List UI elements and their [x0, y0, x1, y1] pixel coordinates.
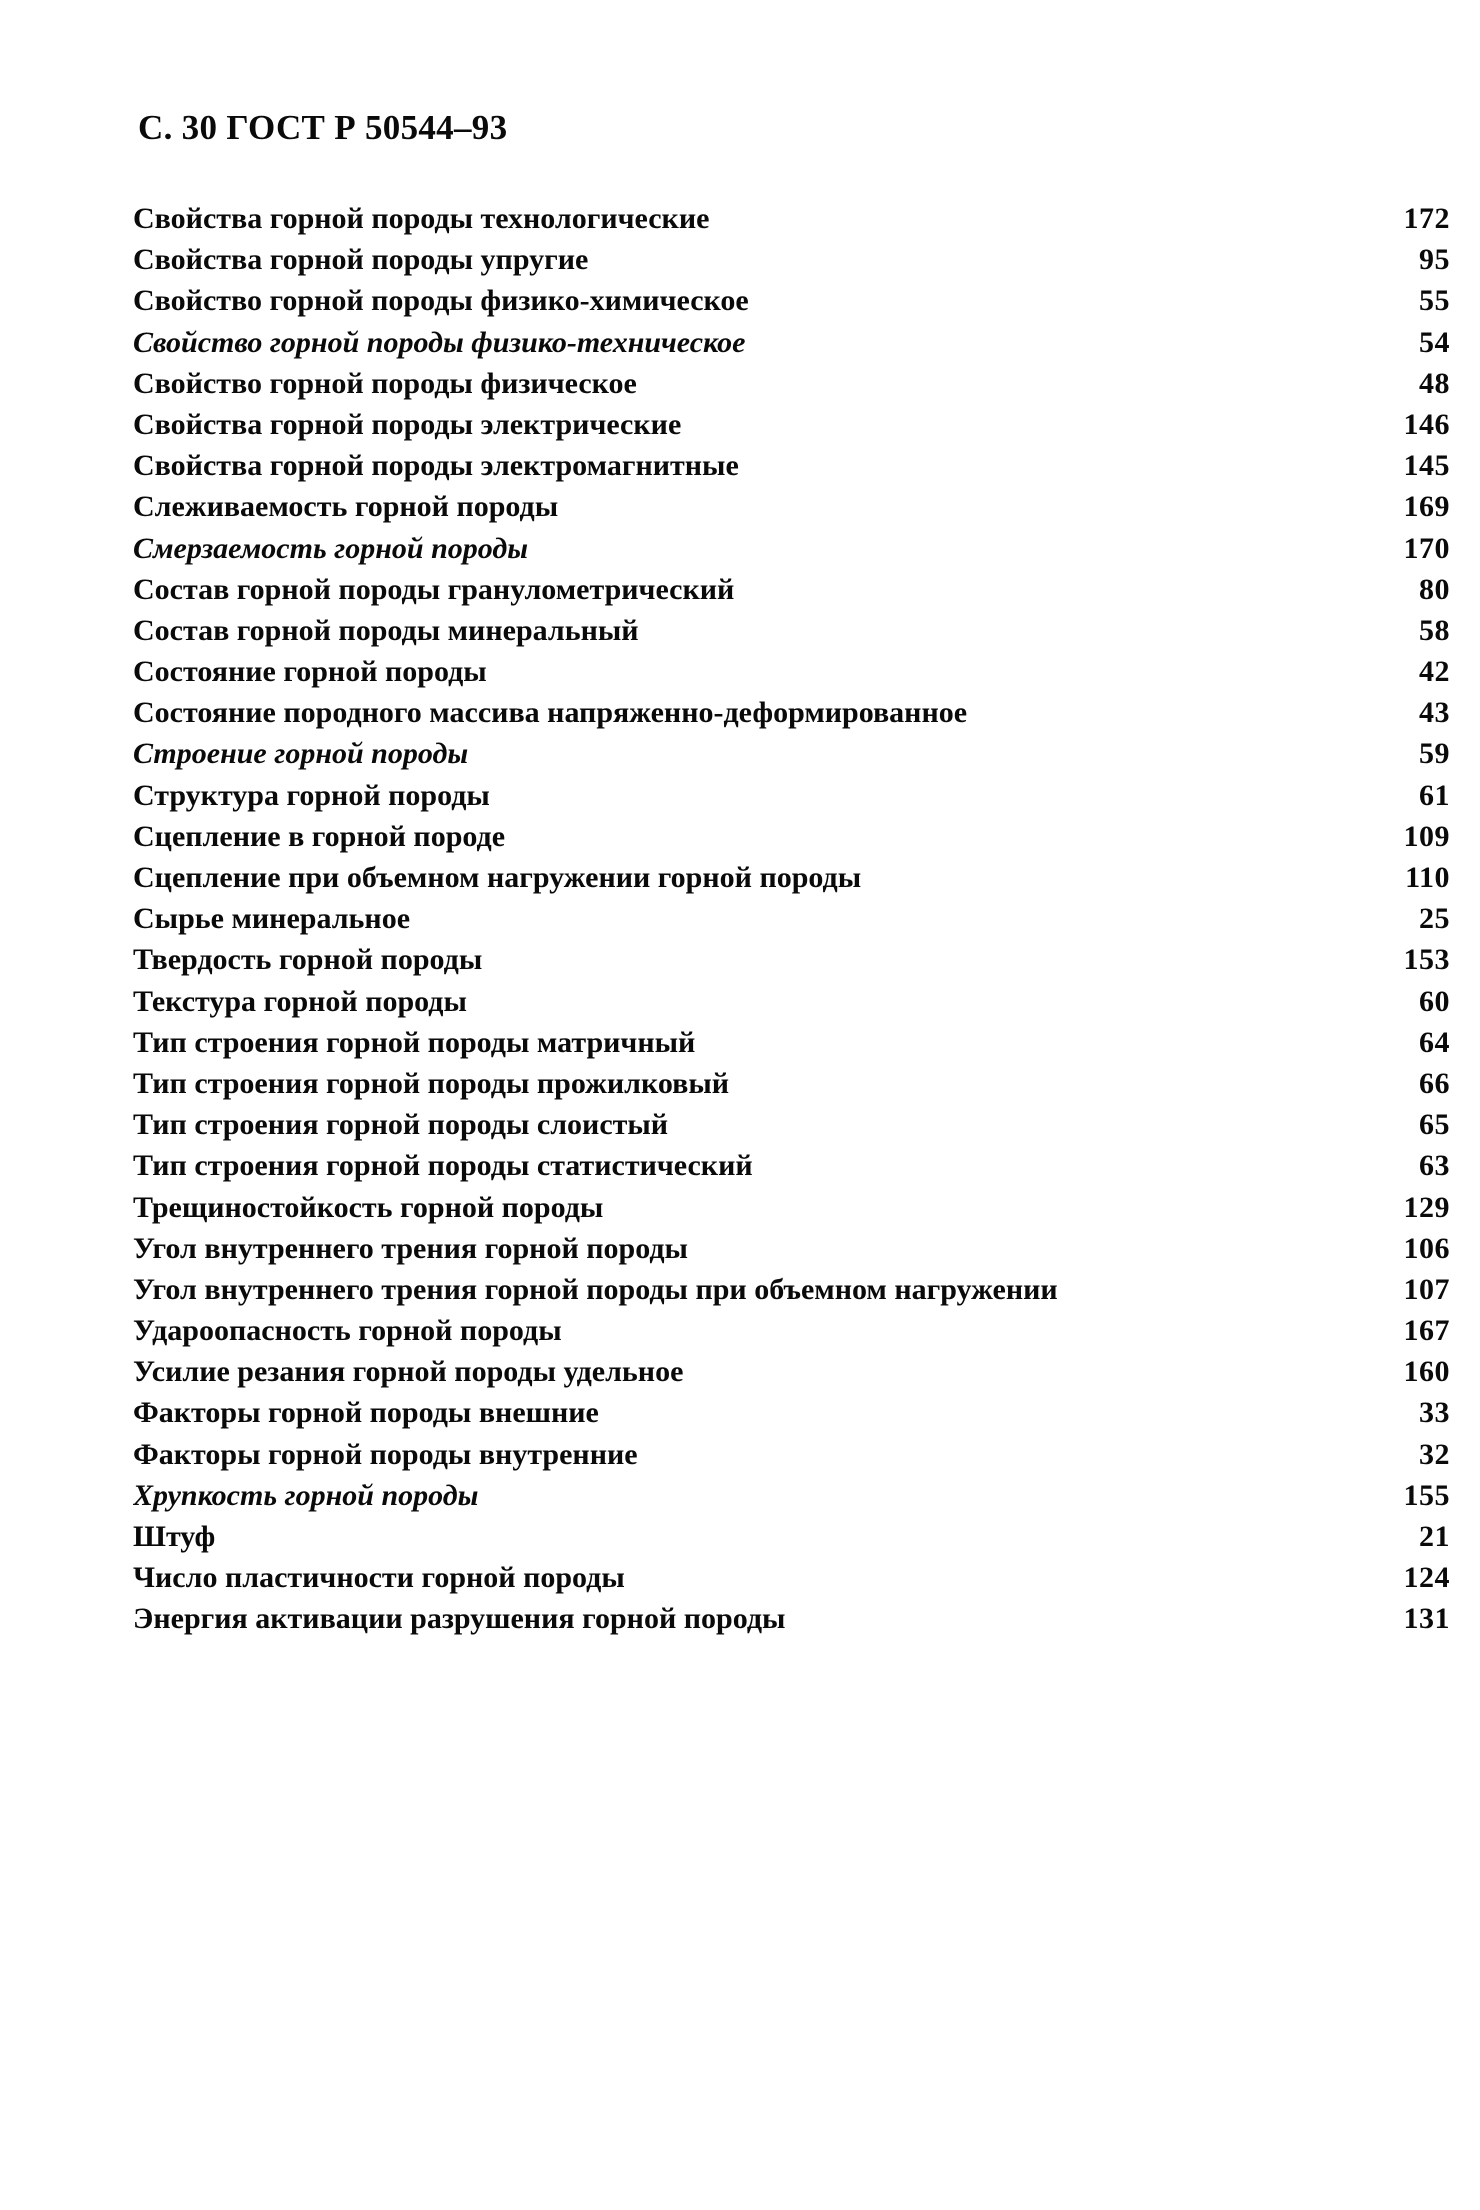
index-term: Тип строения горной породы статистический	[133, 1149, 753, 1183]
index-entry	[133, 939, 1450, 980]
index-term: Твердость горной породы	[133, 943, 483, 977]
index-page-number: 25	[1419, 902, 1450, 936]
index-entry	[133, 651, 1450, 692]
index-entry	[133, 486, 1450, 527]
index-term: Факторы горной породы внутренние	[133, 1437, 638, 1471]
index-entry	[133, 1269, 1450, 1310]
index-entry	[133, 1351, 1450, 1392]
index-term: Сцепление в горной породе	[133, 819, 506, 853]
index-term: Состав горной породы минеральный	[133, 613, 639, 647]
index-term: Текстура горной породы	[133, 984, 467, 1018]
index-entry	[133, 610, 1450, 651]
index-page-number: 129	[1403, 1190, 1450, 1224]
index-page-number: 155	[1403, 1478, 1450, 1512]
index-page-number: 110	[1405, 861, 1450, 894]
index-entry	[133, 528, 1450, 569]
index-term: Свойство горной породы физико-химическое	[133, 284, 749, 318]
index-term: Свойство горной породы физико-техническое	[133, 325, 746, 359]
index-term: Тип строения горной породы матричный	[133, 1025, 696, 1059]
index-page-number: 66	[1419, 1066, 1450, 1100]
index-page-number: 107	[1403, 1272, 1450, 1306]
index-page-number: 43	[1419, 696, 1450, 730]
index-entry	[133, 1310, 1450, 1351]
index-entry	[133, 981, 1450, 1022]
index-entry	[133, 569, 1450, 610]
index-page-number: 55	[1419, 284, 1450, 318]
index-page-number: 172	[1403, 202, 1450, 235]
index-page-number: 145	[1403, 449, 1450, 483]
index-entry	[133, 1557, 1450, 1598]
index-page-number: 42	[1419, 655, 1450, 689]
index-page-number: 95	[1419, 243, 1450, 277]
index-entry	[133, 733, 1450, 774]
index-page-number: 109	[1403, 819, 1450, 853]
index-term: Число пластичности горной породы	[133, 1561, 625, 1595]
index-term: Состояние горной породы	[133, 655, 487, 689]
index-term: Свойства горной породы электромагнитные	[133, 449, 739, 483]
page-header: С. 30 ГОСТ Р 50544–93	[138, 108, 508, 147]
index-term: Строение горной породы	[133, 737, 469, 771]
index-page-number: 64	[1419, 1025, 1450, 1059]
index-entry	[133, 775, 1450, 816]
index-term: Факторы горной породы внешние	[133, 1396, 599, 1430]
index-term: Сырье минеральное	[133, 902, 411, 936]
index-term: Тип строения горной породы слоистый	[133, 1108, 669, 1142]
index-term: Свойство горной породы физическое	[133, 366, 637, 400]
index-entry	[133, 280, 1450, 321]
index-term: Состояние породного массива напряженно-деформированное	[133, 696, 968, 730]
term-index-list	[133, 198, 1450, 1640]
index-term: Угол внутреннего трения горной породы при объемном нагружении	[133, 1272, 1058, 1306]
index-page-number: 32	[1419, 1437, 1450, 1471]
index-term: Состав горной породы гранулометрический	[133, 572, 735, 606]
index-term: Угол внутреннего трения горной породы	[133, 1231, 688, 1265]
index-term: Трещиностойкость горной породы	[133, 1190, 604, 1224]
index-entry	[133, 322, 1450, 363]
index-entry	[133, 198, 1450, 239]
index-page-number: 54	[1419, 325, 1450, 359]
index-entry	[133, 239, 1450, 280]
index-entry	[133, 857, 1450, 898]
index-entry	[133, 445, 1450, 486]
index-page-number: 21	[1419, 1520, 1450, 1553]
index-entry	[133, 1434, 1450, 1475]
index-term: Свойства горной породы технологические	[133, 202, 710, 235]
index-entry	[133, 1392, 1450, 1433]
index-page-number: 33	[1419, 1396, 1450, 1430]
index-page-number: 146	[1403, 407, 1450, 441]
index-term: Хрупкость горной породы	[133, 1478, 479, 1512]
index-page-number: 60	[1419, 984, 1450, 1018]
index-entry	[133, 898, 1450, 939]
index-term: Структура горной породы	[133, 778, 490, 812]
index-entry	[133, 692, 1450, 733]
index-term: Свойства горной породы электрические	[133, 407, 682, 441]
index-page-number: 124	[1403, 1561, 1450, 1595]
index-term: Смерзаемость горной породы	[133, 531, 529, 565]
index-page-number: 169	[1403, 490, 1450, 524]
index-page-number: 160	[1403, 1355, 1450, 1389]
index-entry	[133, 363, 1450, 404]
index-entry	[133, 1228, 1450, 1269]
index-page-number: 131	[1403, 1602, 1450, 1636]
index-page-number: 58	[1419, 613, 1450, 647]
index-page-number: 61	[1419, 778, 1450, 812]
index-entry	[133, 1022, 1450, 1063]
index-term: Энергия активации разрушения горной породы	[133, 1602, 786, 1636]
index-page-number: 65	[1419, 1108, 1450, 1142]
index-entry	[133, 1598, 1450, 1639]
index-term: Тип строения горной породы прожилковый	[133, 1066, 730, 1100]
index-entry	[133, 1063, 1450, 1104]
index-page-number: 59	[1419, 737, 1450, 771]
index-entry	[133, 1145, 1450, 1186]
index-term: Сцепление при объемном нагружении горной породы	[133, 861, 862, 894]
index-term: Удароопасность горной породы	[133, 1314, 562, 1348]
index-term: Слеживаемость горной породы	[133, 490, 559, 524]
index-page-number: 48	[1419, 366, 1450, 400]
index-entry	[133, 1475, 1450, 1516]
index-page-number: 170	[1403, 531, 1450, 565]
index-page-number: 153	[1403, 943, 1450, 977]
index-page-number: 63	[1419, 1149, 1450, 1183]
index-entry	[133, 1104, 1450, 1145]
index-term: Штуф	[133, 1520, 216, 1553]
index-entry	[133, 816, 1450, 857]
index-term: Усилие резания горной породы удельное	[133, 1355, 684, 1389]
index-page-number: 80	[1419, 572, 1450, 606]
index-entry	[133, 404, 1450, 445]
index-term: Свойства горной породы упругие	[133, 243, 589, 277]
index-page-number: 106	[1403, 1231, 1450, 1265]
index-entry	[133, 1187, 1450, 1228]
index-page-number: 167	[1403, 1314, 1450, 1348]
index-entry	[133, 1516, 1450, 1557]
